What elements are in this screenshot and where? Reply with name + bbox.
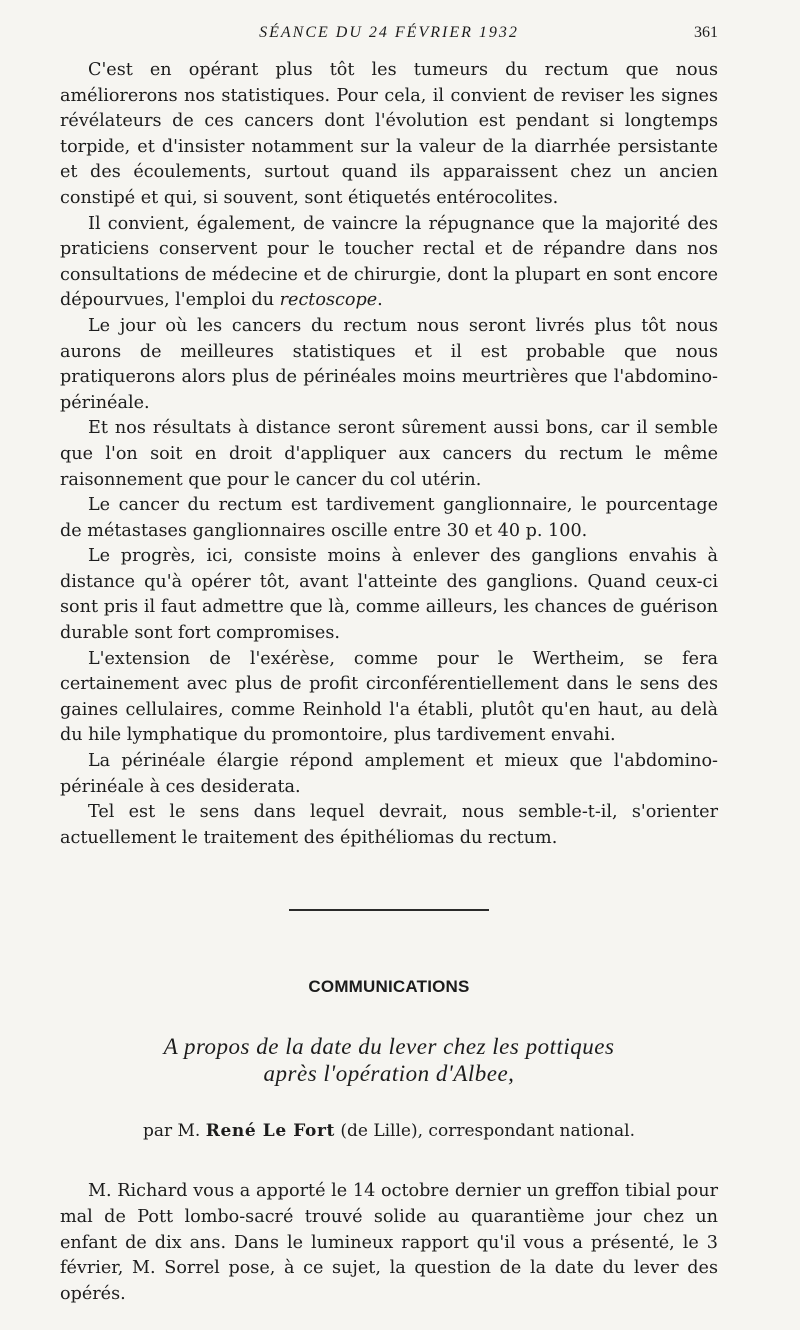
article-title xyxy=(60,1033,718,1087)
article-body xyxy=(60,1179,718,1307)
paragraph: C'est en opérant plus tôt les tumeurs du rectum que nous améliorerons nos statistiques. Pour cela, il convient de reviser les signes révélateurs de ces cancers dont l'évolution est pendant si longtemps torpide, et d'insister notamment sur la valeur de la diarrhée persistante et des écoulements, surtout quand ils apparaissent chez un ancien constipé et qui, si souvent, sont étiquetés entérocolites. xyxy=(60,60,718,208)
paragraph xyxy=(60,212,718,314)
byline-prefix: par M. xyxy=(142,1121,206,1142)
paragraph-text: . xyxy=(377,290,383,311)
page-header xyxy=(60,18,718,50)
article-title-line: A propos de la date du lever chez les pottiques xyxy=(163,1034,615,1060)
running-title: SÉANCE DU 24 FÉVRIER 1932 xyxy=(259,24,519,41)
paragraph-text: Il convient, également, de vaincre la répugnance que la majorité des praticiens conservent pour le toucher rectal et de répandre dans nos consultations de médecine et de chirurgie, dont la plupart en sont encore dépourvues, l'emploi du xyxy=(60,213,718,311)
page-number: 361 xyxy=(694,24,718,41)
paragraph: Le progrès, ici, consiste moins à enlever des ganglions envahis à distance qu'à opérer tôt, avant l'atteinte des ganglions. Quand ceux-ci sont pris il faut admettre que là, comme ailleurs, les chances de guérison durable sont fort compromises. xyxy=(60,546,718,644)
paragraph: L'extension de l'exérèse, comme pour le Wertheim, se fera certainement avec plus de profit circonférentiellement dans le sens des gaines cellulaires, comme Reinhold l'a établi, plutôt qu'en haut, au delà du hile lymphatique du promontoire, plus tardivement envahi. xyxy=(60,648,718,746)
author-name: René Le Fort xyxy=(205,1121,335,1142)
page xyxy=(60,18,718,1307)
section-divider xyxy=(289,909,489,911)
byline-suffix: (de Lille), correspondant national. xyxy=(334,1121,636,1142)
paragraph: Le cancer du rectum est tardivement ganglionnaire, le pourcentage de métastases ganglionnaires oscille entre 30 et 40 p. 100. xyxy=(60,495,718,541)
paragraph: La périnéale élargie répond amplement et mieux que l'abdomino-périnéale à ces desiderata. xyxy=(60,751,718,797)
byline xyxy=(60,1121,718,1141)
paragraph: M. Richard vous a apporté le 14 octobre dernier un greffon tibial pour mal de Pott lombo-sacré trouvé solide au quarantième jour chez un enfant de dix ans. Dans le lumineux rapport qu'il vous a présenté, le 3 février, M. Sorrel pose, à ce sujet, la question de la date du lever des opérés. xyxy=(60,1181,718,1304)
italic-term: rectoscope xyxy=(279,290,378,311)
paragraph: Tel est le sens dans lequel devrait, nous semble-t-il, s'orienter actuellement le traitement des épithéliomas du rectum. xyxy=(60,802,718,848)
article-title-line: après l'opération d'Albee, xyxy=(263,1061,515,1087)
paragraph: Le jour où les cancers du rectum nous seront livrés plus tôt nous aurons de meilleures statistiques et il est probable que nous pratiquerons alors plus de périnéales moins meurtrières que l'abdomino-périnéale. xyxy=(60,315,718,413)
discussion-text xyxy=(60,58,718,851)
paragraph: Et nos résultats à distance seront sûrement aussi bons, car il semble que l'on soit en droit d'appliquer aux cancers du rectum le même raisonnement que pour le cancer du col utérin. xyxy=(60,418,718,490)
section-heading: COMMUNICATIONS xyxy=(308,977,470,997)
